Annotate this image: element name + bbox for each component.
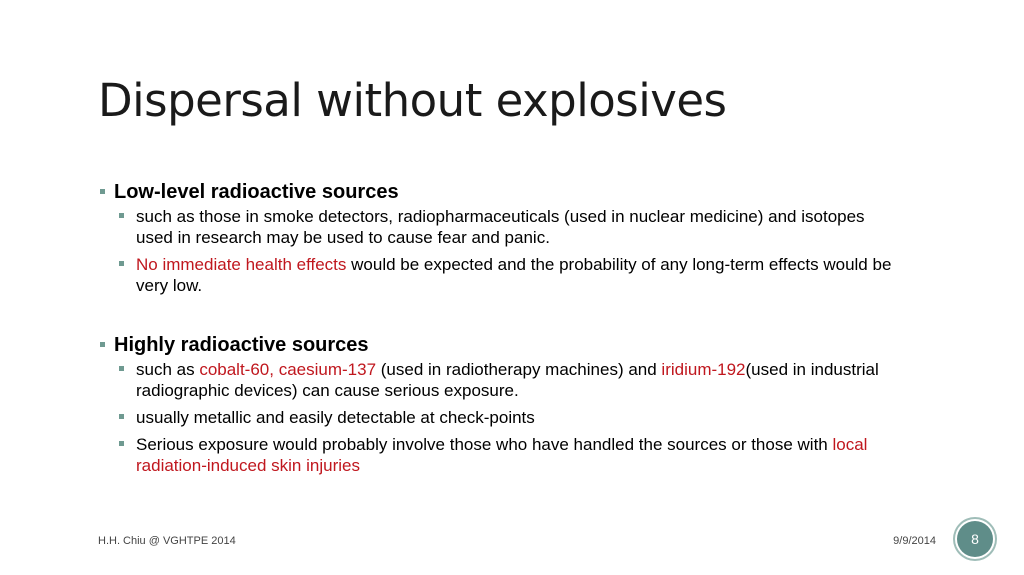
heading-text: Highly radioactive sources xyxy=(114,334,369,356)
highlight-text: local radiation-induced skin injuries xyxy=(136,435,868,475)
footer-author: H.H. Chiu @ VGHTPE 2014 xyxy=(98,535,236,547)
section-highly-radioactive xyxy=(98,333,938,476)
item-text: (used in radiotherapy machines) and xyxy=(376,360,662,379)
highlight-text: No immediate health effects xyxy=(136,255,347,274)
slide-content xyxy=(98,180,938,482)
square-bullet-icon xyxy=(119,366,124,371)
slide-title: Dispersal without explosives xyxy=(98,74,727,127)
list-item xyxy=(98,359,938,401)
sub-bullet-list xyxy=(98,359,938,476)
section-low-level xyxy=(98,180,938,296)
item-text: such as those in smoke detectors, radiopharmaceuticals (used in nuclear medicine) and isotopes used in research may be used to cause fear and panic. xyxy=(136,207,865,247)
heading-text: Low-level radioactive sources xyxy=(114,181,399,203)
bullet-heading xyxy=(98,180,938,204)
sub-bullet-list xyxy=(98,206,938,296)
item-text: usually metallic and easily detectable at check-points xyxy=(136,408,535,427)
item-text: (used in industrial radiographic devices) can cause serious exposure. xyxy=(136,360,879,400)
footer-date: 9/9/2014 xyxy=(893,535,936,547)
list-item xyxy=(98,407,938,428)
square-bullet-icon xyxy=(100,342,105,347)
square-bullet-icon xyxy=(119,441,124,446)
item-text: such as xyxy=(136,360,200,379)
square-bullet-icon xyxy=(119,213,124,218)
square-bullet-icon xyxy=(119,414,124,419)
page-number-badge xyxy=(957,521,993,557)
list-item xyxy=(98,434,938,476)
bullet-heading xyxy=(98,333,938,357)
item-text: would be expected and the probability of any long-term effects would be very low. xyxy=(136,255,892,295)
highlight-text: cobalt-60, caesium-137 xyxy=(199,360,377,379)
page-number: 8 xyxy=(971,531,979,547)
square-bullet-icon xyxy=(100,189,105,194)
highlight-text: iridium-192 xyxy=(661,360,746,379)
list-item xyxy=(98,254,938,296)
list-item xyxy=(98,206,938,248)
square-bullet-icon xyxy=(119,261,124,266)
item-text: Serious exposure would probably involve those who have handled the sources or those with xyxy=(136,435,833,454)
